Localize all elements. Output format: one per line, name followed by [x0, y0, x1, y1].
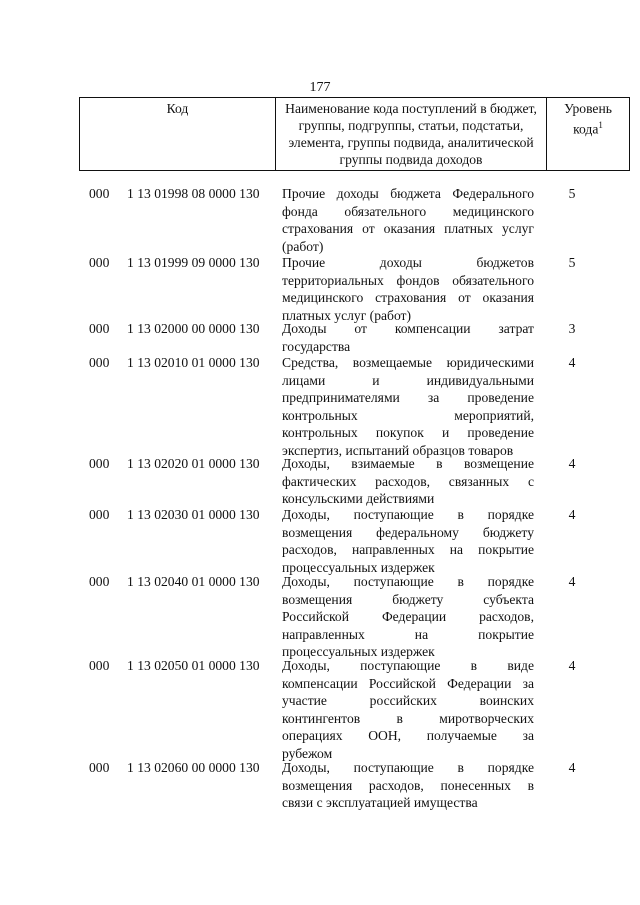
row-name-line: контингентов в миротворческих: [282, 710, 534, 726]
row-admin-code: 000: [89, 321, 110, 336]
row-level: 4: [568, 355, 576, 370]
row-name: [282, 657, 534, 762]
row-admin-code: 000: [89, 760, 110, 775]
row-revenue-code: 1 13 01999 09 0000 130: [127, 255, 260, 270]
row-name: [282, 185, 534, 255]
row-name-line: Российской Федерации расходов,: [282, 609, 534, 624]
row-level: 4: [568, 574, 576, 589]
row-admin-code: 000: [89, 355, 110, 370]
row-level: 4: [568, 507, 576, 522]
row-revenue-code: 1 13 02050 01 0000 130: [127, 658, 260, 673]
row-admin-code: 000: [89, 507, 110, 522]
row-name-line: операциях ООН, получаемые за: [282, 728, 534, 743]
row-name: [282, 455, 534, 508]
row-name-line: предпринимателями за проведение: [282, 390, 534, 405]
row-name-line: контрольных покупок и проведение: [282, 425, 534, 440]
row-name: [282, 320, 534, 355]
row-name-line: лицами и индивидуальными: [282, 372, 534, 388]
row-name-line: Доходы, поступающие в порядке: [282, 507, 534, 522]
header-name-label: Наименование кода поступлений в бюджет, группы, подгруппы, статьи, подстатьи, элемента, группы подвида, аналитической группы подвида доходов: [285, 101, 537, 167]
row-name-line: направленных на покрытие: [282, 626, 534, 642]
row-name-line: медицинского страхования от оказания: [282, 290, 534, 305]
header-code-label: Код: [166, 101, 189, 116]
row-admin-code: 000: [89, 255, 110, 270]
row-name-line: Доходы, поступающие в порядке: [282, 760, 534, 775]
row-name-line: Прочие доходы бюджетов: [282, 255, 534, 270]
row-revenue-code: 1 13 02000 00 0000 130: [127, 321, 260, 336]
row-name-line: фонда обязательного медицинского: [282, 203, 534, 219]
row-name-line: экспертиз, испытаний образцов товаров: [282, 442, 514, 458]
row-name: [282, 254, 534, 324]
row-name-line: возмещения бюджету субъекта: [282, 591, 534, 607]
row-revenue-code: 1 13 02060 00 0000 130: [127, 760, 260, 775]
row-name-line: участие российских воинских: [282, 693, 534, 708]
row-level: 3: [568, 321, 576, 336]
row-name-line: Доходы, поступающие в виде: [282, 658, 534, 673]
row-name-line: Средства, возмещаемые юридическими: [282, 355, 534, 370]
row-name: [282, 506, 534, 576]
row-name-line: страхования от оказания платных услуг: [282, 221, 534, 236]
row-name-line: государства: [282, 338, 351, 354]
row-revenue-code: 1 13 02010 01 0000 130: [127, 355, 260, 370]
row-name-line: консульскими действиями: [282, 491, 435, 506]
row-revenue-code: 1 13 02020 01 0000 130: [127, 456, 260, 471]
row-name-line: (работ): [282, 238, 324, 254]
row-name-line: процессуальных издержек: [282, 644, 435, 659]
row-level: 5: [568, 186, 576, 201]
row-name-line: платных услуг (работ): [282, 307, 412, 323]
row-name-line: расходов, направленных на покрытие: [282, 542, 534, 557]
row-level: 5: [568, 255, 576, 270]
row-name-line: Прочие доходы бюджета Федерального: [282, 186, 534, 201]
row-level: 4: [568, 456, 576, 471]
row-name-line: территориальных фондов обязательного: [282, 272, 534, 288]
header-level-label: Уровень кода: [564, 101, 612, 137]
row-name-line: Доходы, поступающие в порядке: [282, 574, 534, 589]
row-name-line: возмещения расходов, понесенных в: [282, 777, 534, 793]
row-revenue-code: 1 13 02040 01 0000 130: [127, 574, 260, 589]
row-revenue-code: 1 13 01998 08 0000 130: [127, 186, 260, 201]
row-name: [282, 573, 534, 661]
row-name-line: процессуальных издержек: [282, 559, 435, 575]
row-name-line: компенсации Российской Федерации за: [282, 675, 534, 691]
row-revenue-code: 1 13 02030 01 0000 130: [127, 507, 260, 522]
row-name: [282, 354, 534, 459]
row-name-line: контрольных мероприятий,: [282, 407, 534, 423]
row-level: 4: [568, 658, 576, 673]
page-number: 177: [309, 80, 331, 95]
row-name-line: рубежом: [282, 745, 333, 761]
row-name-line: Доходы от компенсации затрат: [282, 321, 534, 336]
row-admin-code: 000: [89, 456, 110, 471]
row-name-line: возмещения федеральному бюджету: [282, 524, 534, 540]
row-name: [282, 759, 534, 812]
row-level: 4: [568, 760, 576, 775]
row-name-line: связи с эксплуатацией имущества: [282, 795, 478, 810]
row-admin-code: 000: [89, 186, 110, 201]
row-name-line: Доходы, взимаемые в возмещение: [282, 456, 534, 471]
row-admin-code: 000: [89, 658, 110, 673]
row-admin-code: 000: [89, 574, 110, 589]
header-level-footnote: 1: [598, 120, 603, 130]
row-name-line: фактических расходов, связанных с: [282, 473, 534, 489]
